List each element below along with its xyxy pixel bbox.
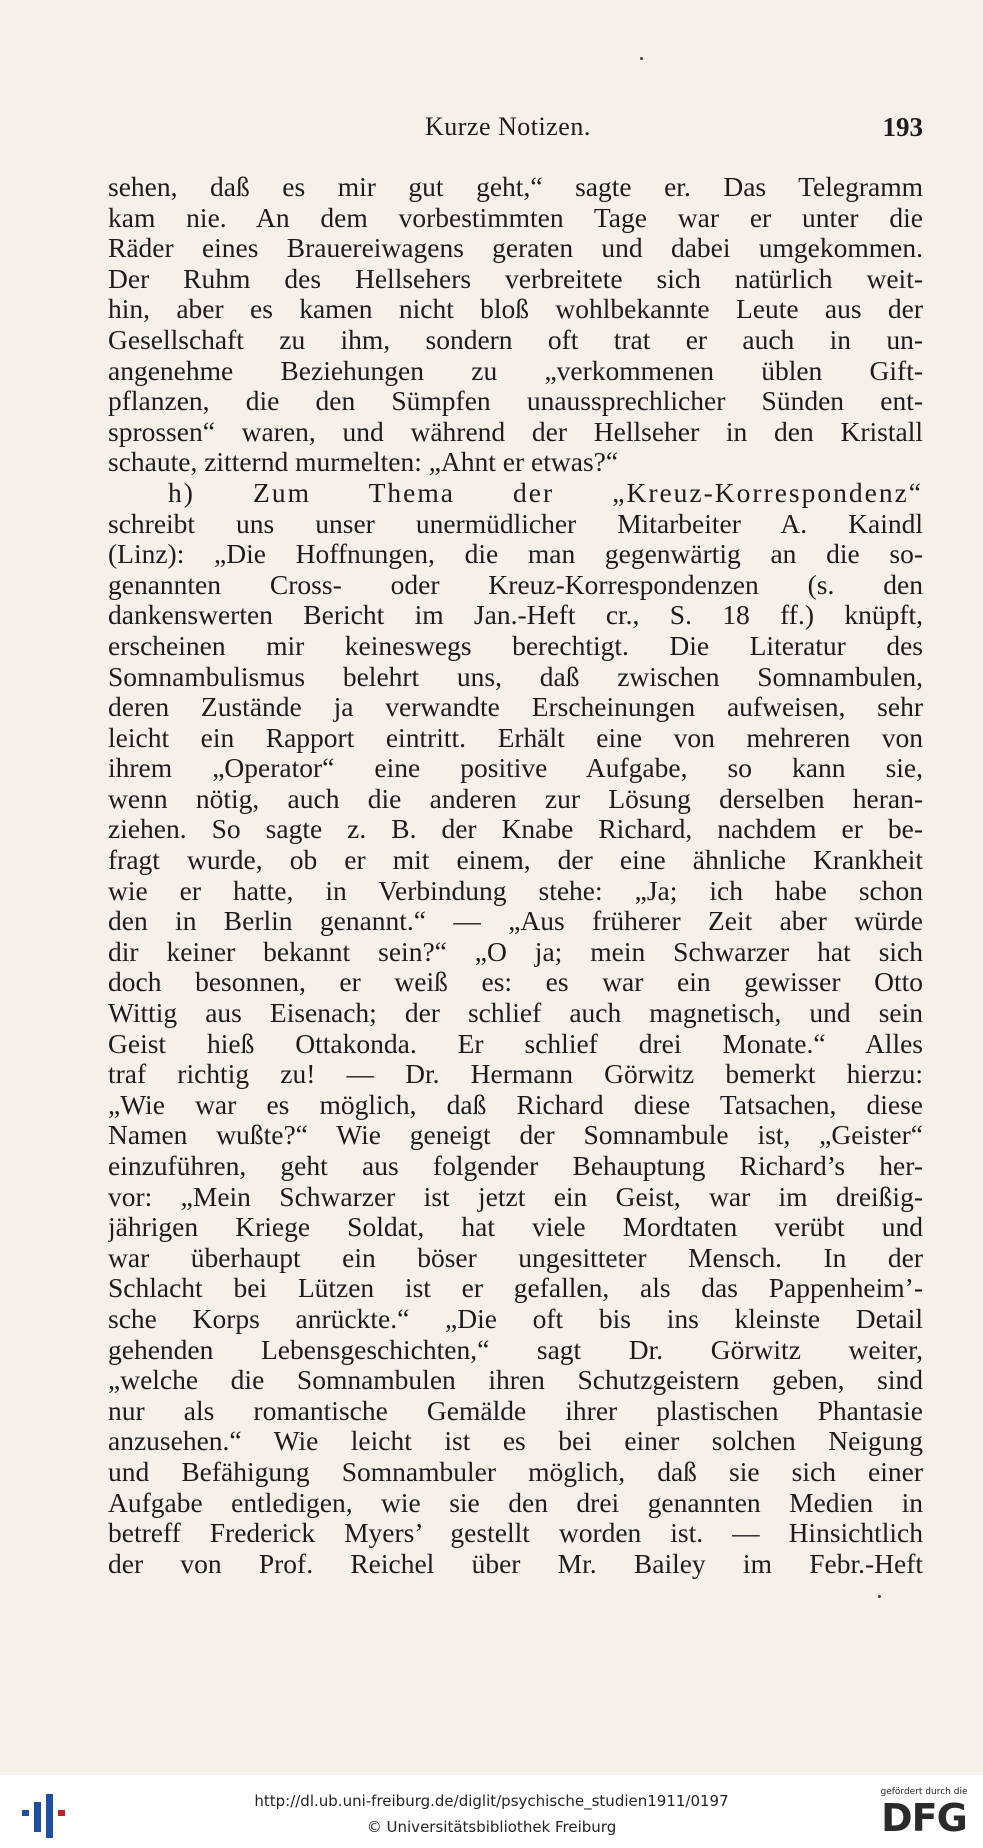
- text-line: wie er hatte, in Verbindung stehe: „Ja; ich habe schon: [108, 875, 923, 906]
- text-line: Wittig aus Eisenach; der schlief auch magnetisch, und sein: [108, 998, 923, 1029]
- text-line: war überhaupt ein böser ungesitteter Mensch. In der: [108, 1242, 923, 1273]
- text-line: anzusehen.“ Wie leicht ist es bei einer solchen Neigung: [108, 1426, 923, 1457]
- section-heading-line: h) Zum Thema der „Kreuz-Korrespondenz“: [168, 477, 923, 508]
- text-line: „welche die Somnambulen ihren Schutzgeistern geben, sind: [108, 1365, 923, 1396]
- top-speck: [640, 57, 643, 60]
- dfg-logo: [879, 1786, 969, 1844]
- text-line: Der Ruhm des Hellsehers verbreitete sich natürlich weit-: [108, 263, 923, 294]
- text-line: Aufgabe entledigen, wie sie den drei genannten Medien in: [108, 1487, 923, 1518]
- text-line: Namen wußte?“ Wie geneigt der Somnambule ist, „Geister“: [108, 1120, 923, 1151]
- text-line: Räder eines Brauereiwagens geraten und dabei umgekommen.: [108, 233, 923, 264]
- text-line: angenehme Beziehungen zu „verkommenen üblen Gift-: [108, 355, 923, 386]
- dfg-tagline: gefördert durch die: [880, 1787, 968, 1797]
- text-line: betreff Frederick Myers’ gestellt worden ist. — Hinsichtlich: [108, 1518, 923, 1549]
- text-line: den in Berlin genannt.“ — „Aus früherer Zeit aber würde: [108, 906, 923, 937]
- text-line: Schlacht bei Lützen ist er gefallen, als das Pappenheim’-: [108, 1273, 923, 1304]
- text-line: sehen, daß es mir gut geht,“ sagte er. Das Telegramm: [108, 172, 923, 202]
- body-text: [108, 172, 923, 1579]
- text-line: pflanzen, die den Sümpfen unaussprechlicher Sünden ent-: [108, 386, 923, 417]
- text-line: hin, aber es kamen nicht bloß wohlbekannte Leute aus der: [108, 294, 923, 325]
- running-head: [108, 112, 923, 148]
- page-number: 193: [882, 112, 923, 142]
- text-line: einzuführen, geht aus folgender Behauptung Richard’s her-: [108, 1151, 923, 1181]
- text-line: wenn nötig, auch die anderen zur Lösung derselben heran-: [108, 783, 923, 814]
- copyright-notice: © Universitätsbibliothek Freiburg: [366, 1818, 617, 1836]
- text-line: doch besonnen, er weiß es: es war ein gewisser Otto: [108, 967, 923, 998]
- text-line: „Wie war es möglich, daß Richard diese Tatsachen, diese: [108, 1089, 923, 1120]
- text-line: Somnambulismus belehrt uns, daß zwischen Somnambulen,: [108, 661, 923, 692]
- text-line: dankenswerten Bericht im Jan.-Heft cr., S. 18 ff.) knüpft,: [108, 600, 923, 631]
- text-line: schaute, zitternd murmelten: „Ahnt er etwas?“: [108, 447, 619, 478]
- text-line: (Linz): „Die Hoffnungen, die man gegenwärtig an die so-: [108, 539, 923, 570]
- running-title: Kurze Notizen.: [425, 112, 591, 141]
- text-line: ihrem „Operator“ eine positive Aufgabe, so kann sie,: [108, 753, 923, 784]
- text-line: und Befähigung Somnambuler möglich, daß sie sich einer: [108, 1456, 923, 1487]
- text-line: deren Zustände ja verwandte Erscheinungen aufweisen, sehr: [108, 692, 923, 723]
- text-line: vor: „Mein Schwarzer ist jetzt ein Geist, war im dreißig-: [108, 1181, 923, 1212]
- text-line: traf richtig zu! — Dr. Hermann Görwitz bemerkt hierzu:: [108, 1059, 923, 1090]
- text-line: genannten Cross- oder Kreuz-Korrespondenzen (s. den: [108, 569, 923, 600]
- text-line: fragt wurde, ob er mit einem, der eine ähnliche Krankheit: [108, 845, 923, 876]
- text-line: Gesellschaft zu ihm, sondern oft trat er auch in un-: [108, 324, 923, 355]
- text-line: schreibt uns unser unermüdlicher Mitarbeiter A. Kaindl: [108, 508, 923, 539]
- text-line: sprossen“ waren, und während der Hellseher in den Kristall: [108, 416, 923, 447]
- dfg-wordmark: DFG: [881, 1796, 967, 1840]
- text-line: Geist hieß Ottakonda. Er schlief drei Monate.“ Alles: [108, 1028, 923, 1059]
- text-line: erscheinen mir keineswegs berechtigt. Die Literatur des: [108, 630, 923, 661]
- text-line: kam nie. An dem vorbestimmten Tage war er unter die: [108, 202, 923, 233]
- text-line: nur als romantische Gemälde ihrer plastischen Phantasie: [108, 1395, 923, 1426]
- viewer-footer: [0, 1778, 983, 1848]
- text-line: leicht ein Rapport eintritt. Erhält eine von mehreren von: [108, 722, 923, 753]
- bottom-speck: [878, 1595, 881, 1598]
- text-line: sche Korps anrückte.“ „Die oft bis ins kleinste Detail: [108, 1303, 923, 1334]
- text-line: gehenden Lebensgeschichten,“ sagt Dr. Görwitz weiter,: [108, 1334, 923, 1365]
- permalink-url[interactable]: http://dl.ub.uni-freiburg.de/diglit/psychische_studien1911/0197: [254, 1792, 729, 1810]
- text-line: jährigen Kriege Soldat, hat viele Mordtaten verübt und: [108, 1212, 923, 1243]
- text-line: ziehen. So sagte z. B. der Knabe Richard, nachdem er be-: [108, 814, 923, 845]
- text-line: dir keiner bekannt sein?“ „O ja; mein Schwarzer hat sich: [108, 936, 923, 967]
- text-line: der von Prof. Reichel über Mr. Bailey im Febr.-Heft: [108, 1548, 923, 1579]
